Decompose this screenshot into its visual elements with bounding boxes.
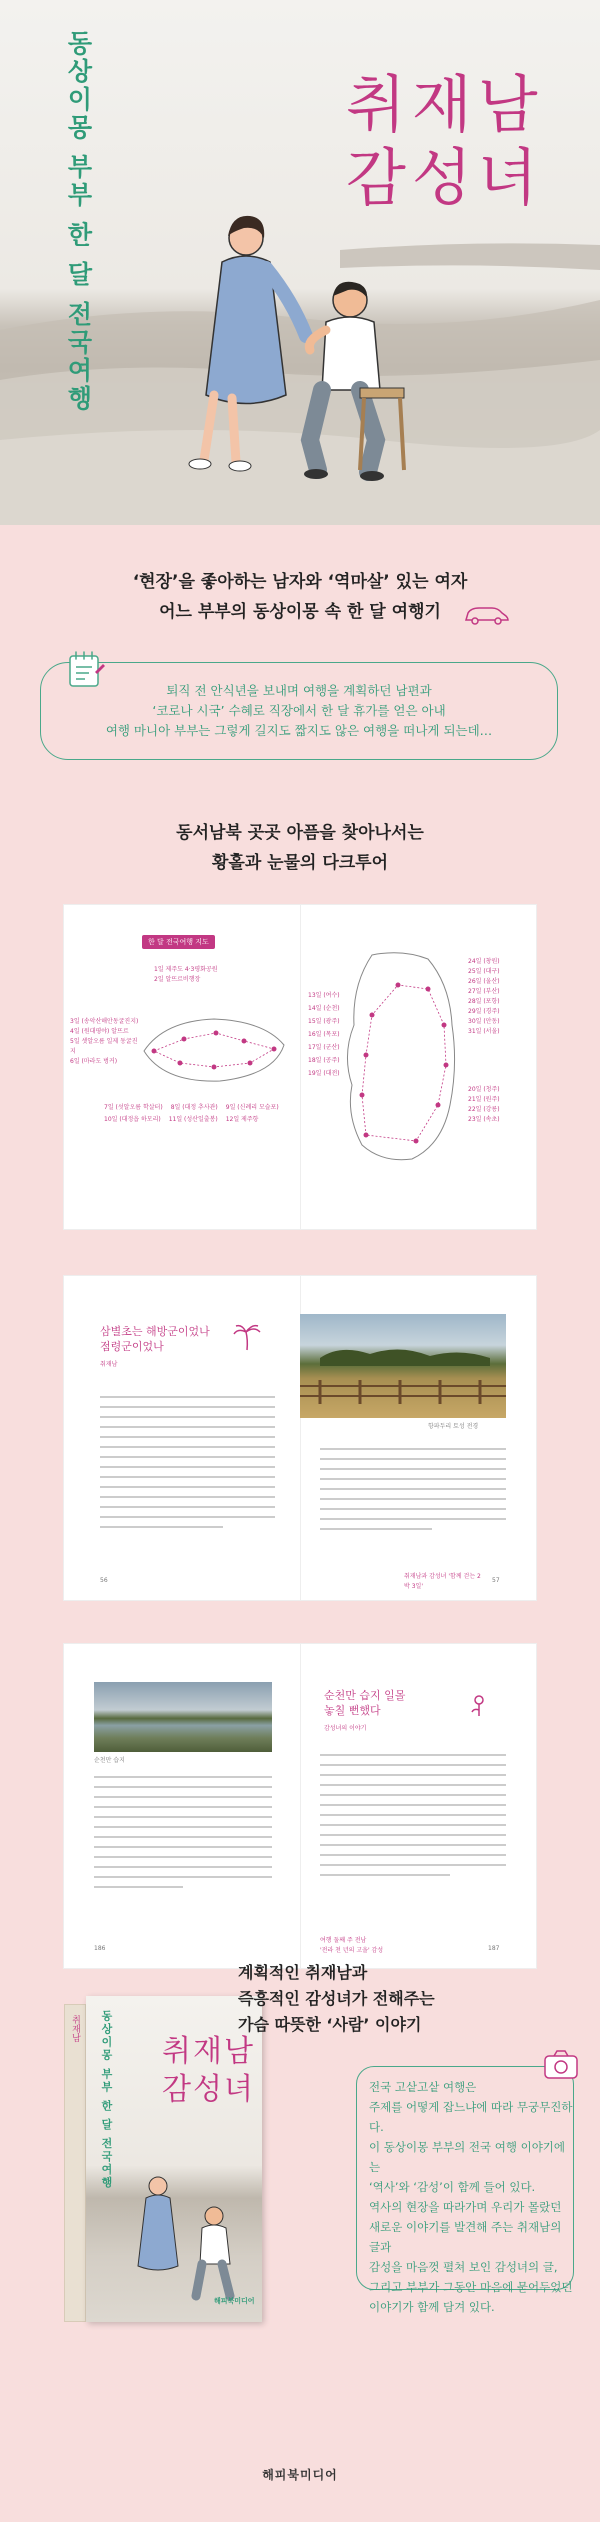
outro-bubble-line: 역사의 현장을 따라가며 우리가 몰랐던 [369, 2200, 562, 2214]
page-number-left: 56 [100, 1577, 108, 1584]
outro-bubble-line: 새로운 이야기를 발견해 주는 취재남의 글과 [369, 2220, 562, 2254]
map-label: 15일 (광주) [308, 1018, 340, 1025]
map-label: 28일 (포항) [468, 998, 500, 1005]
book-title-line1: 취재남 [162, 2034, 255, 2069]
book-title-line2: 감성녀 [162, 2072, 255, 2107]
map-label: 12일 제주항 [225, 1116, 259, 1123]
book-cover-illustration [106, 2146, 256, 2306]
tour-line1: 동서남북 곳곳 아픔을 찾아나서는 [176, 823, 424, 843]
intro-line2: 어느 부부의 동상이몽 속 한 달 여행기 [159, 602, 441, 622]
book-spread-page2 [64, 1276, 536, 1600]
publisher-logo: 해피북미디어 [262, 2468, 338, 2482]
map-label: 21일 (원주) [468, 1096, 500, 1103]
map-label: 20일 (청주) [468, 1086, 500, 1093]
intro-bubble-line: 여행 마니아 부부는 그렇게 길지도 짧지도 않은 여행을 떠나게 되는데… [105, 723, 493, 738]
map-label: 10일 (대정읍 하모리) [104, 1116, 161, 1123]
chapter-author: 취재남 [100, 1361, 118, 1368]
map-label: 31일 (서울) [468, 1028, 500, 1035]
cover-title-line2: 감성녀 [346, 141, 544, 214]
page-number-left: 186 [94, 1945, 106, 1952]
spine-divider [300, 905, 301, 1229]
map-label: 5일 셋알오름 일제 동굴진지 [70, 1038, 138, 1055]
book-spread-page3 [64, 1644, 536, 1968]
fortress-photo [300, 1314, 506, 1418]
page-footer-right: 여행 둘째 주 전남 '전라 천 년의 고을' 감성 [320, 1937, 384, 1954]
map-label: 27일 (부산) [468, 988, 500, 995]
book-publisher: 해피북미디어 [214, 2297, 255, 2305]
spine-title: 취재남 [70, 2015, 80, 2042]
cover-title-line1: 취재남 [346, 68, 544, 141]
intro-bubble-line: ‘코로나 시국’ 수혜로 직장에서 한 달 휴가를 얻은 아내 [152, 703, 446, 718]
jeju-labels-bottom [104, 1103, 294, 1125]
map-label: 24일 (창원) [468, 958, 500, 965]
page-footer-right: 취재남과 감성녀 '함께 걷는 2박 3일' [404, 1573, 481, 1590]
book-spread-maps [64, 905, 536, 1229]
map-label: 25일 (대구) [468, 968, 500, 975]
map-label: 29일 (경주) [468, 1008, 500, 1015]
map-label: 19일 (대전) [308, 1070, 340, 1077]
map-label: 18일 (공주) [308, 1057, 340, 1064]
body-text-left [94, 1776, 272, 1896]
korea-labels-right [468, 957, 532, 1037]
outro-bubble-line: 감성을 마음껏 펼쳐 보인 감성녀의 글, [369, 2260, 558, 2274]
jeju-map [124, 993, 294, 1103]
outro-copy [238, 1960, 588, 2038]
map-label: 2일 알뜨르비행장 [154, 976, 201, 983]
map-label: 7일 (섯알오름 학살터) [104, 1104, 163, 1111]
jeju-labels-left [70, 1017, 140, 1067]
wetland-photo [94, 1682, 272, 1752]
map-label: 3일 (송악산해안동굴진지) [70, 1018, 139, 1025]
body-text-right [320, 1754, 506, 1884]
chapter-heading-line2: 놓칠 뻔했다 [324, 1704, 381, 1717]
notepad-icon [67, 650, 105, 690]
car-icon [462, 604, 510, 626]
outro-bubble-line: 그리고 부부가 그동안 마음에 묻어두었던 [369, 2280, 573, 2294]
map-label: 22일 (강릉) [468, 1106, 500, 1113]
chapter-heading-line1: 삼별초는 해방군이었나 [100, 1325, 210, 1338]
outro-bubble [356, 2066, 574, 2314]
outro-line1: 계획적인 취재남과 [238, 1963, 368, 1982]
spine-divider [300, 1644, 301, 1968]
map-label: 9일 (신례리 모슬포) [225, 1104, 279, 1111]
map-label: 16일 (목포) [308, 1031, 340, 1038]
chapter-author: 감성녀의 이야기 [324, 1725, 367, 1732]
fence-illustration [300, 1314, 506, 1418]
outro-bubble-line: 전국 고샅고샅 여행은 [369, 2080, 477, 2094]
cover-vertical-title: 동상이몽 부부 한 달 전국여행 [64, 30, 93, 413]
map-label: 26일 (울산) [468, 978, 500, 985]
map-label: 30일 (안동) [468, 1018, 500, 1025]
korea-labels-left [308, 991, 358, 1082]
palm-tree-icon [232, 1322, 262, 1352]
body-text-right [320, 1448, 506, 1538]
flower-icon [464, 1688, 494, 1718]
map-tag: 한 달 전국여행 지도 [142, 935, 215, 949]
intro-bubble-line: 퇴직 전 안식년을 보내며 여행을 계획하던 남편과 [166, 683, 432, 698]
intro-bubble [40, 662, 558, 760]
hero-cover [0, 0, 600, 525]
map-label: 11일 (성산일출봉) [168, 1116, 218, 1123]
chapter-heading-line2: 점령군이었나 [100, 1340, 164, 1353]
camera-icon [542, 2046, 582, 2082]
map-label: 13일 (여수) [308, 992, 340, 999]
intro-line1: ‘현장’을 좋아하는 남자와 ‘역마살’ 있는 여자 [132, 572, 468, 592]
tour-line2: 황홀과 눈물의 다크투어 [211, 853, 389, 873]
map-label: 6일 (마라도 벙커) [70, 1058, 118, 1065]
map-label: 14일 (순천) [308, 1005, 340, 1012]
map-label: 1일 제주도 4·3평화공원 [154, 966, 218, 973]
outro-bubble-line: 주제를 어떻게 잡느냐에 따라 무궁무진하다. [369, 2100, 573, 2134]
chapter-heading-line1: 순천만 습지 일몰 [324, 1689, 406, 1702]
map-label: 4일 (원대평야) 알뜨르 [70, 1028, 129, 1035]
book-3d [64, 1996, 264, 2326]
book-spine [64, 2004, 86, 2322]
outro-bubble-line: ‘역사’와 ‘감성’이 함께 들어 있다. [369, 2180, 536, 2194]
photo-caption: 순천만 습지 [94, 1757, 125, 1764]
photo-caption: 항파두리 토성 전경 [428, 1423, 479, 1430]
page-number-right: 57 [492, 1577, 500, 1584]
korea-labels-right-low [468, 1085, 532, 1125]
map-label: 8일 (대정 추사관) [170, 1104, 218, 1111]
book-vertical-title: 동상이몽 부부 한 달 전국여행 [100, 2010, 113, 2190]
jeju-labels [154, 965, 294, 985]
map-label: 23일 (속초) [468, 1116, 500, 1123]
book-cover [86, 1996, 262, 2322]
page-number-right: 187 [488, 1945, 500, 1952]
outro-bubble-line: 이 동상이몽 부부의 전국 여행 이야기에는 [369, 2140, 566, 2174]
outro-line2: 즉흥적인 감성녀가 전해주는 [238, 1989, 435, 2008]
map-label: 17일 (군산) [308, 1044, 340, 1051]
body-text-left [100, 1396, 275, 1536]
outro-bubble-line: 이야기가 함께 담겨 있다. [369, 2300, 495, 2314]
outro-line3: 가슴 따뜻한 ‘사람’ 이야기 [238, 2015, 422, 2034]
